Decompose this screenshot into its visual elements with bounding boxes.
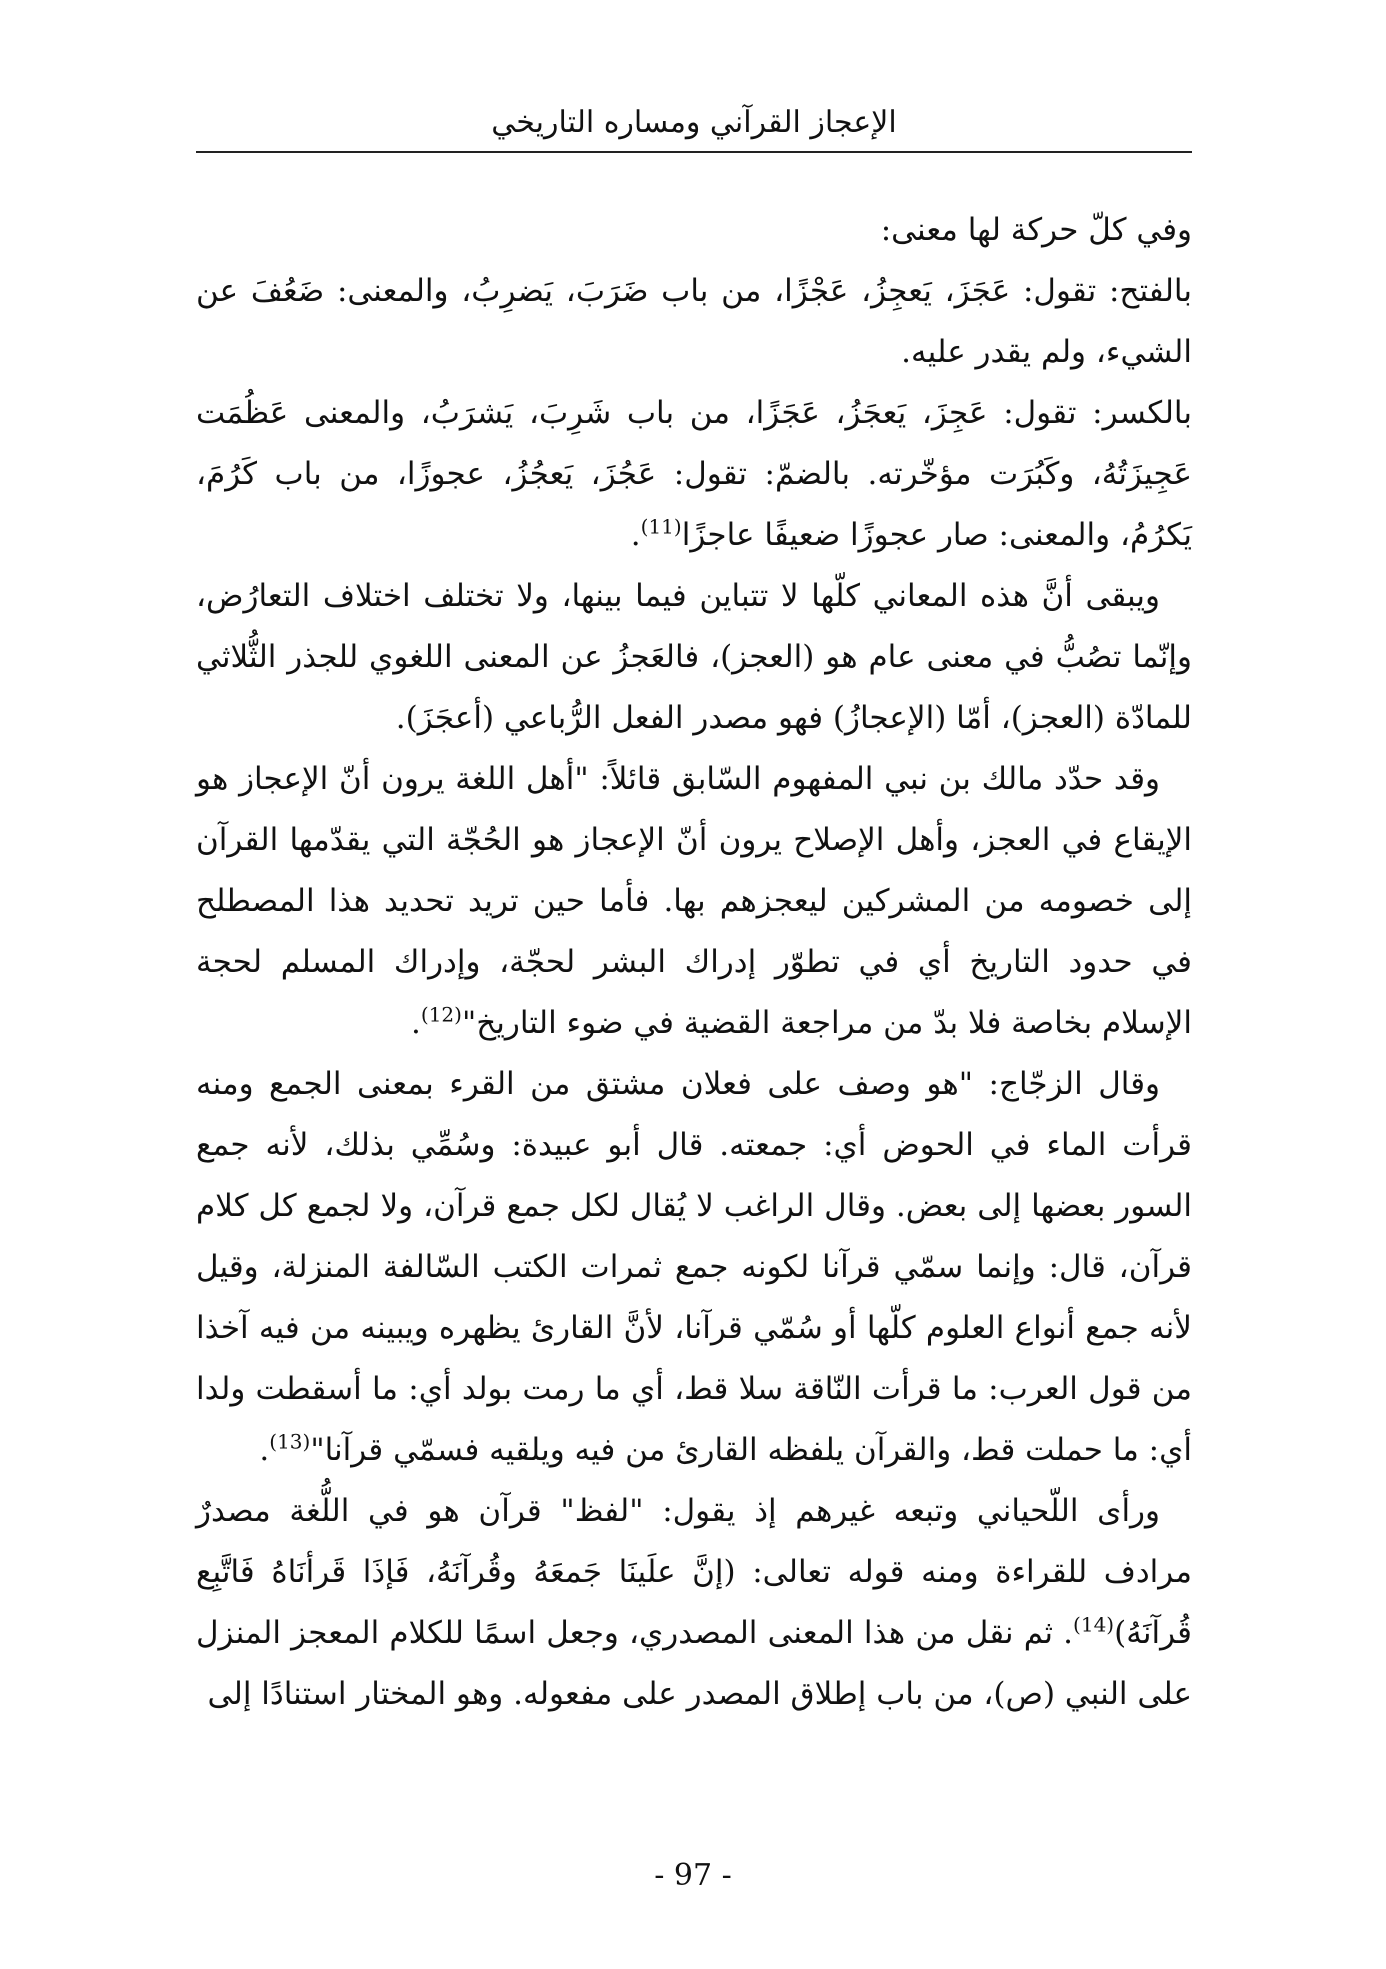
paragraph (196, 749, 1192, 1054)
paragraph-text: ويبقى أنَّ هذه المعاني كلّها لا تتباين فيما بينها، ولا تختلف اختلاف التعارُض، وإنّما تصُبُّ في معنى عام هو (العجز)، فالعَجزُ عن المعنى اللغوي للجذر الثُّلاثي للمادّة (العجز)، أمّا (الإعجازُ) فهو مصدر الفعل الرُّباعي (أعجَزَ). (196, 578, 1192, 736)
header-rule (196, 151, 1192, 153)
footnote-marker: (13) (269, 1429, 311, 1454)
paragraph (196, 1481, 1192, 1725)
running-header: الإعجاز القرآني ومساره التاريخي (491, 105, 897, 140)
paragraph-text: وفي كلّ حركة لها معنى: (880, 212, 1192, 248)
paragraph-end: . (411, 1005, 421, 1041)
paragraph-text: وقد حدّد مالك بن نبي المفهوم السّابق قائلاً: "أهل اللغة يرون أنّ الإعجاز هو الإيقاع في العجز، وأهل الإصلاح يرون أنّ الإعجاز هو الحُجّة التي يقدّمها القرآن إلى خصومه من المشركين ليعجزهم بها. فأما حين تريد تحديد هذا المصطلح في حدود التاريخ أي في تطوّر إدراك البشر لحجّة، وإدراك المسلم لحجة الإسلام بخاصة فلا بدّ من مراجعة القضية في ضوء التاريخ" (196, 761, 1192, 1041)
paragraph (196, 200, 1192, 261)
paragraph-text: وقال الزجّاج: "هو وصف على فعلان مشتق من القرء بمعنى الجمع ومنه قرأت الماء في الحوض أي: جمعته. قال أبو عبيدة: وسُمِّي بذلك، لأنه جمع السور بعضها إلى بعض. وقال الراغب لا يُقال لكل جمع قرآن، ولا لجمع كل كلام قرآن، قال: وإنما سمّي قرآنا لكونه جمع ثمرات الكتب السّالفة المنزلة، وقيل لأنه جمع أنواع العلوم كلّها أو سُمّي قرآنا، لأنَّ القارئ يظهره ويبينه من فيه آخذا من قول العرب: ما قرأت النّاقة سلا قط، أي ما رمت بولد أي: ما أسقطت ولدا أي: ما حملت قط، والقرآن يلفظه القارئ من فيه ويلقيه فسمّي قرآنا" (196, 1066, 1192, 1468)
paragraph (196, 383, 1192, 566)
paragraph-text: ورأى اللّحياني وتبعه غيرهم إذ يقول: "لفظ" قرآن هو في اللُّغة مصدرٌ مرادف للقراءة ومنه قوله تعالى: (إنَّ علَينَا جَمعَهُ وقُرآنَهُ، فَإذَا قَرأنَاهُ فَاتَّبِع قُرآنَهُ) (196, 1493, 1192, 1651)
footnote-marker: (14) (1073, 1612, 1115, 1637)
footnote-marker: (12) (420, 1002, 462, 1027)
paragraph-text: بالفتح: تقول: عَجَزَ، يَعجِزُ، عَجْزًا، من باب ضَرَبَ، يَضرِبُ، والمعنى: ضَعُفَ عن الشيء، ولم يقدر عليه. (196, 273, 1192, 370)
paragraph-end: . (630, 517, 641, 553)
paragraph (196, 566, 1192, 749)
page-body (196, 200, 1192, 1725)
paragraph (196, 261, 1192, 383)
footnote-marker: (11) (640, 514, 682, 539)
paragraph-text: بالكسر: تقول: عَجِزَ، يَعجَزُ، عَجَزًا، من باب شَرِبَ، يَشرَبُ، والمعنى عَظُمَت عَجِيزَتُهُ، وكَبُرَت مؤخّرته. بالضمّ: تقول: عَجُزَ، يَعجُزُ، عجوزًا، من باب كَرُمَ، يَكرُمُ، والمعنى: صار عجوزًا ضعيفًا عاجزًا (196, 395, 1192, 553)
paragraph (196, 1054, 1192, 1481)
paragraph-end: . ثم نقل من هذا المعنى المصدري، وجعل اسمًا للكلام المعجز المنزل على النبي (ص)، من باب إطلاق المصدر على مفعوله. وهو المختار استنادًا إلى (196, 1615, 1192, 1712)
paragraph-end: . (259, 1432, 270, 1468)
page-number: - 97 - (654, 1858, 732, 1893)
